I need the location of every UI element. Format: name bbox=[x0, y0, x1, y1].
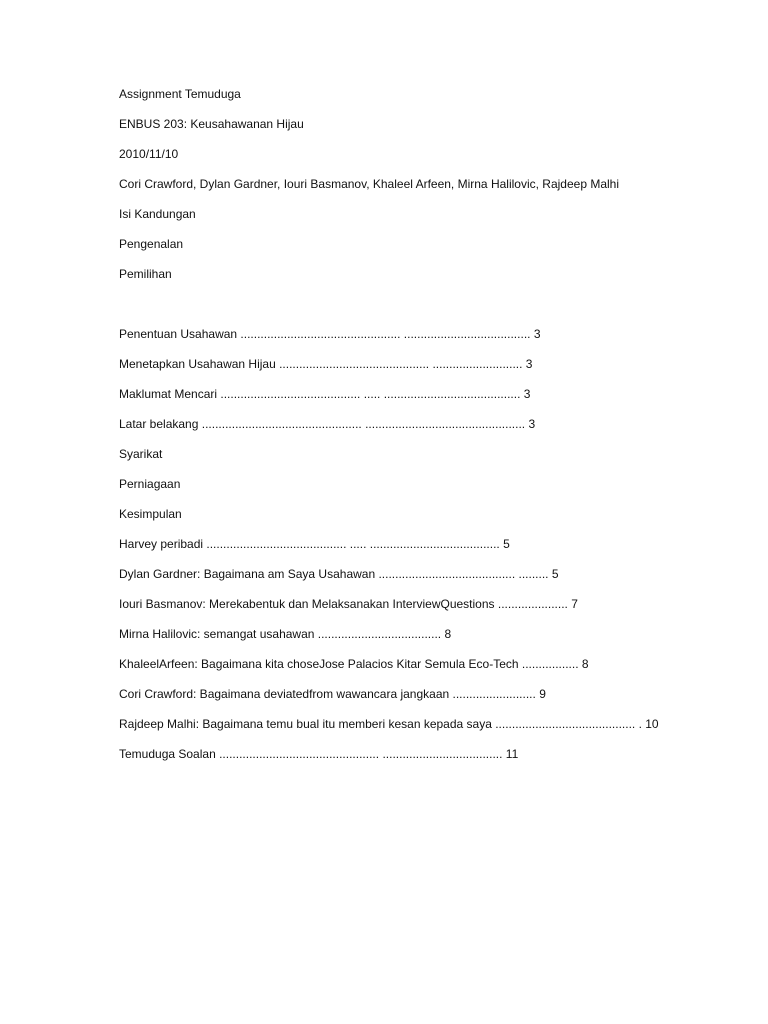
author-list: Cori Crawford, Dylan Gardner, Iouri Basmanov, Khaleel Arfeen, Mirna Halilovic, Rajdeep Malhi bbox=[119, 177, 619, 191]
toc-entry: Dylan Gardner: Bagaimana am Saya Usahawan ......................................... ......... 5 bbox=[119, 567, 559, 581]
toc-entry: Penentuan Usahawan ................................................ ...................................... 3 bbox=[119, 327, 541, 341]
toc-entry: Perniagaan bbox=[119, 477, 181, 491]
toc-entry: Maklumat Mencari .......................................... ..... ......................................... 3 bbox=[119, 387, 531, 401]
toc-entry: Menetapkan Usahawan Hijau ............................................. ........................... 3 bbox=[119, 357, 533, 371]
toc-entry: Kesimpulan bbox=[119, 507, 182, 521]
document-date: 2010/11/10 bbox=[119, 147, 179, 161]
contents-heading: Isi Kandungan bbox=[119, 207, 196, 221]
toc-entry: KhaleelArfeen: Bagaimana kita choseJose Palacios Kitar Semula Eco-Tech ................. 8 bbox=[119, 657, 589, 671]
section-introduction: Pengenalan bbox=[119, 237, 184, 251]
toc-entry: Harvey peribadi .......................................... ..... ....................................... 5 bbox=[119, 537, 510, 551]
toc-entry: Mirna Halilovic: semangat usahawan ..................................... 8 bbox=[119, 627, 452, 641]
toc-entry: Cori Crawford: Bagaimana deviatedfrom wawancara jangkaan ......................... 9 bbox=[119, 687, 546, 701]
toc-entry: Syarikat bbox=[119, 447, 163, 461]
toc-entry: Temuduga Soalan ................................................ .................................... 11 bbox=[119, 747, 519, 761]
assignment-title: Assignment Temuduga bbox=[119, 87, 241, 101]
course-name: ENBUS 203: Keusahawanan Hijau bbox=[119, 117, 304, 131]
toc-entry: Latar belakang ................................................ ................................................ 3 bbox=[119, 417, 536, 431]
toc-entry: Rajdeep Malhi: Bagaimana temu bual itu memberi kesan kepada saya .......................................... . 10 bbox=[119, 717, 659, 731]
toc-entry: Iouri Basmanov: Merekabentuk dan Melaksanakan InterviewQuestions ..................... 7 bbox=[119, 597, 578, 611]
section-selection: Pemilihan bbox=[119, 267, 172, 281]
